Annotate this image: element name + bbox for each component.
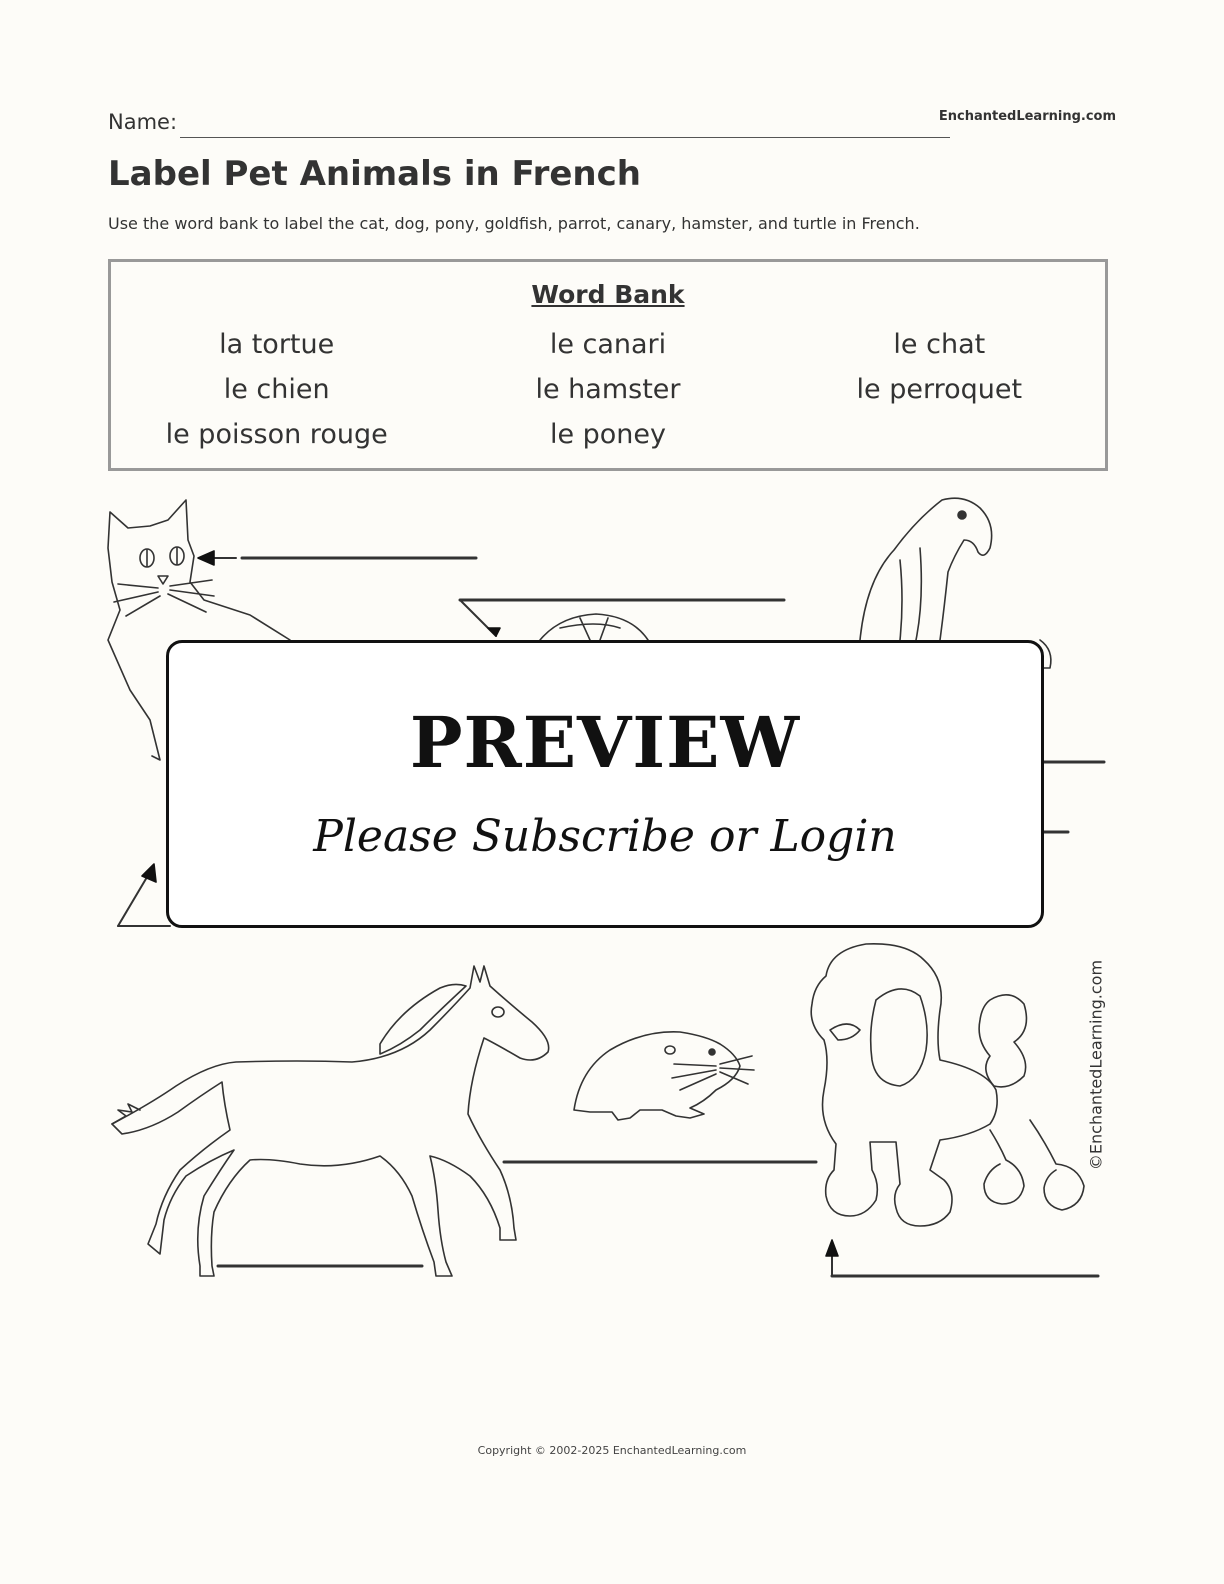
name-line: [180, 137, 950, 138]
copyright: Copyright © 2002-2025 EnchantedLearning.com: [477, 1444, 747, 1457]
word-bank-title: Word Bank: [531, 280, 685, 309]
watermark: ©EnchantedLearning.com: [1086, 959, 1106, 1171]
word-bank: [108, 259, 1108, 471]
word-bank-word: la tortue: [219, 329, 335, 360]
preview-subtitle[interactable]: Please Subscribe or Login: [313, 811, 897, 862]
goldfish-icon: [540, 614, 648, 640]
name-label: Name:: [108, 110, 178, 134]
pony-icon: [112, 966, 549, 1276]
poodle-icon: [811, 944, 1084, 1226]
word-bank-word: le perroquet: [856, 374, 1023, 405]
site-logo[interactable]: EnchantedLearning.com: [938, 109, 1116, 124]
word-bank-word: le chien: [223, 374, 330, 405]
page-title: Label Pet Animals in French: [108, 154, 641, 194]
preview-banner[interactable]: [166, 640, 1044, 928]
word-bank-word: le poney: [549, 419, 667, 450]
instructions: Use the word bank to label the cat, dog, pony, goldfish, parrot, canary, hamster, and turtle in French.: [108, 214, 920, 233]
word-bank-word: le canari: [549, 329, 667, 360]
word-bank-word: le hamster: [535, 374, 681, 405]
word-bank-word: le poisson rouge: [165, 419, 388, 450]
hamster-icon: [574, 1032, 754, 1120]
word-bank-grid: [111, 328, 1105, 451]
word-bank-word: le chat: [893, 329, 986, 360]
preview-title: PREVIEW: [409, 701, 801, 784]
